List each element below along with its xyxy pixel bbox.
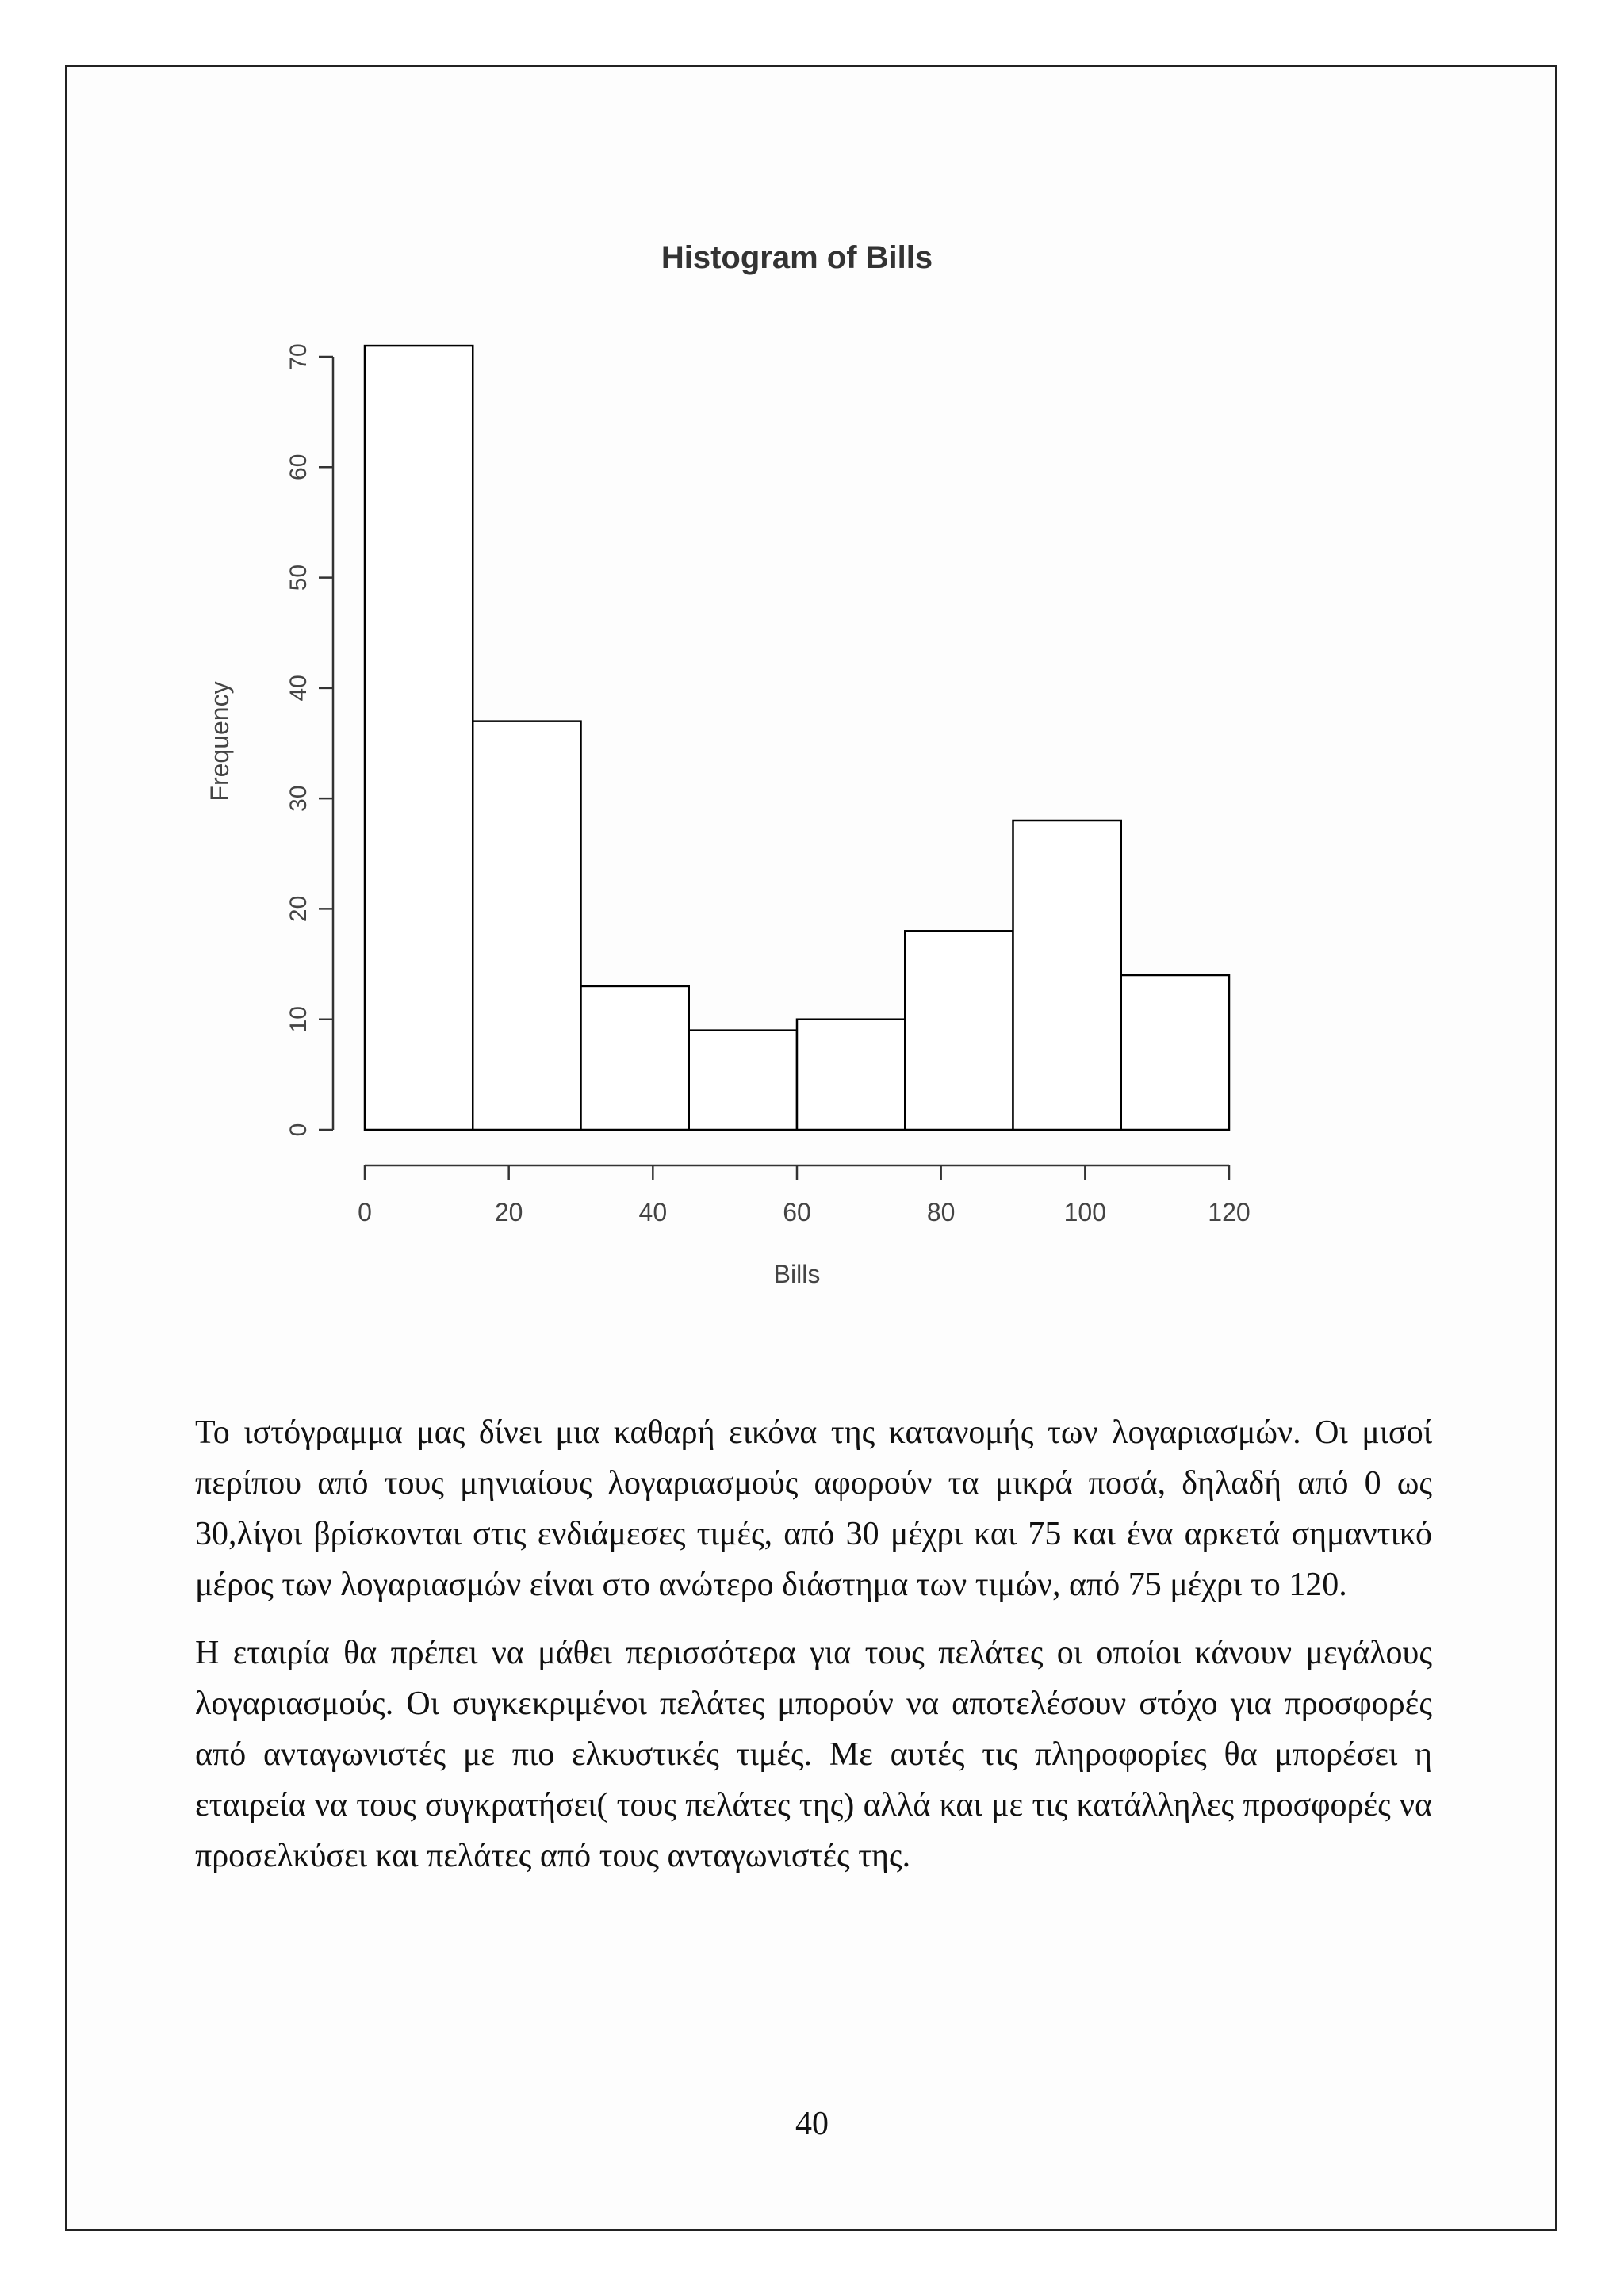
histogram-bar	[581, 986, 689, 1130]
y-tick-label: 40	[285, 675, 312, 702]
histogram-bar	[797, 1020, 905, 1130]
y-tick-label: 30	[285, 785, 312, 812]
histogram-bar	[1121, 975, 1229, 1130]
x-tick-label: 60	[783, 1198, 811, 1226]
histogram-bar	[1013, 821, 1121, 1130]
paragraph: Το ιστόγραμμα μας δίνει μια καθαρή εικόνα της κατανομής των λογαριασμών. Οι μισοί περίπου από τους μηνιαίους λογαριασμούς αφορούν τα μικρά ποσά, δηλαδή από 0 ως 30,λίγοι βρίσκονται στις ενδιάμεσες τιμές, από 30 μέχρι και 75 και ένα αρκετά σημαντικό μέρος των λογαριασμών είναι στο ανώτερο διάστημα των τιμών, από 75 μέχρι το 120.	[195, 1414, 1432, 1603]
y-axis	[285, 343, 333, 1136]
histogram-bar	[473, 721, 580, 1130]
x-tick-label: 40	[638, 1198, 668, 1226]
paragraph: Η εταιρία θα πρέπει να μάθει περισσότερα για τους πελάτες οι οποίοι κάνουν μεγάλους λογαριασμούς. Οι συγκεκριμένοι πελάτες μπορούν να αποτελέσουν στόχο για προσφορές από ανταγωνιστές με πιο ελκυστικές τιμές. Με αυτές τις πληροφορίες θα μπορέσει η εταιρεία να τους συγκρατήσει( τους πελάτες της) αλλά και με τις κατάλληλες προσφορές να προσελκύσει και πελάτες από τους ανταγωνιστές της.	[195, 1635, 1432, 1874]
y-tick-label: 10	[285, 1006, 312, 1033]
histogram-bar	[905, 931, 1013, 1130]
x-axis-label: Bills	[773, 1260, 821, 1288]
histogram-chart	[174, 222, 1300, 1316]
x-tick-label: 20	[494, 1198, 523, 1226]
page-number: 40	[795, 2106, 829, 2142]
y-tick-label: 20	[285, 895, 312, 923]
x-tick-label: 0	[358, 1198, 372, 1226]
y-tick-label: 0	[285, 1123, 312, 1137]
histogram-bar	[689, 1031, 797, 1130]
x-tick-label: 120	[1208, 1198, 1251, 1226]
x-tick-label: 100	[1063, 1198, 1107, 1226]
x-tick-label: 80	[926, 1198, 956, 1226]
y-tick-label: 60	[285, 453, 312, 480]
chart-title: Histogram of Bills	[661, 240, 933, 275]
y-tick-label: 70	[285, 343, 312, 370]
y-tick-label: 50	[285, 564, 312, 591]
histogram-bar	[365, 346, 473, 1130]
bars-group	[365, 346, 1229, 1130]
y-axis-label: Frequency	[205, 681, 234, 802]
x-axis	[358, 1165, 1251, 1226]
body-text	[195, 1407, 1432, 1899]
